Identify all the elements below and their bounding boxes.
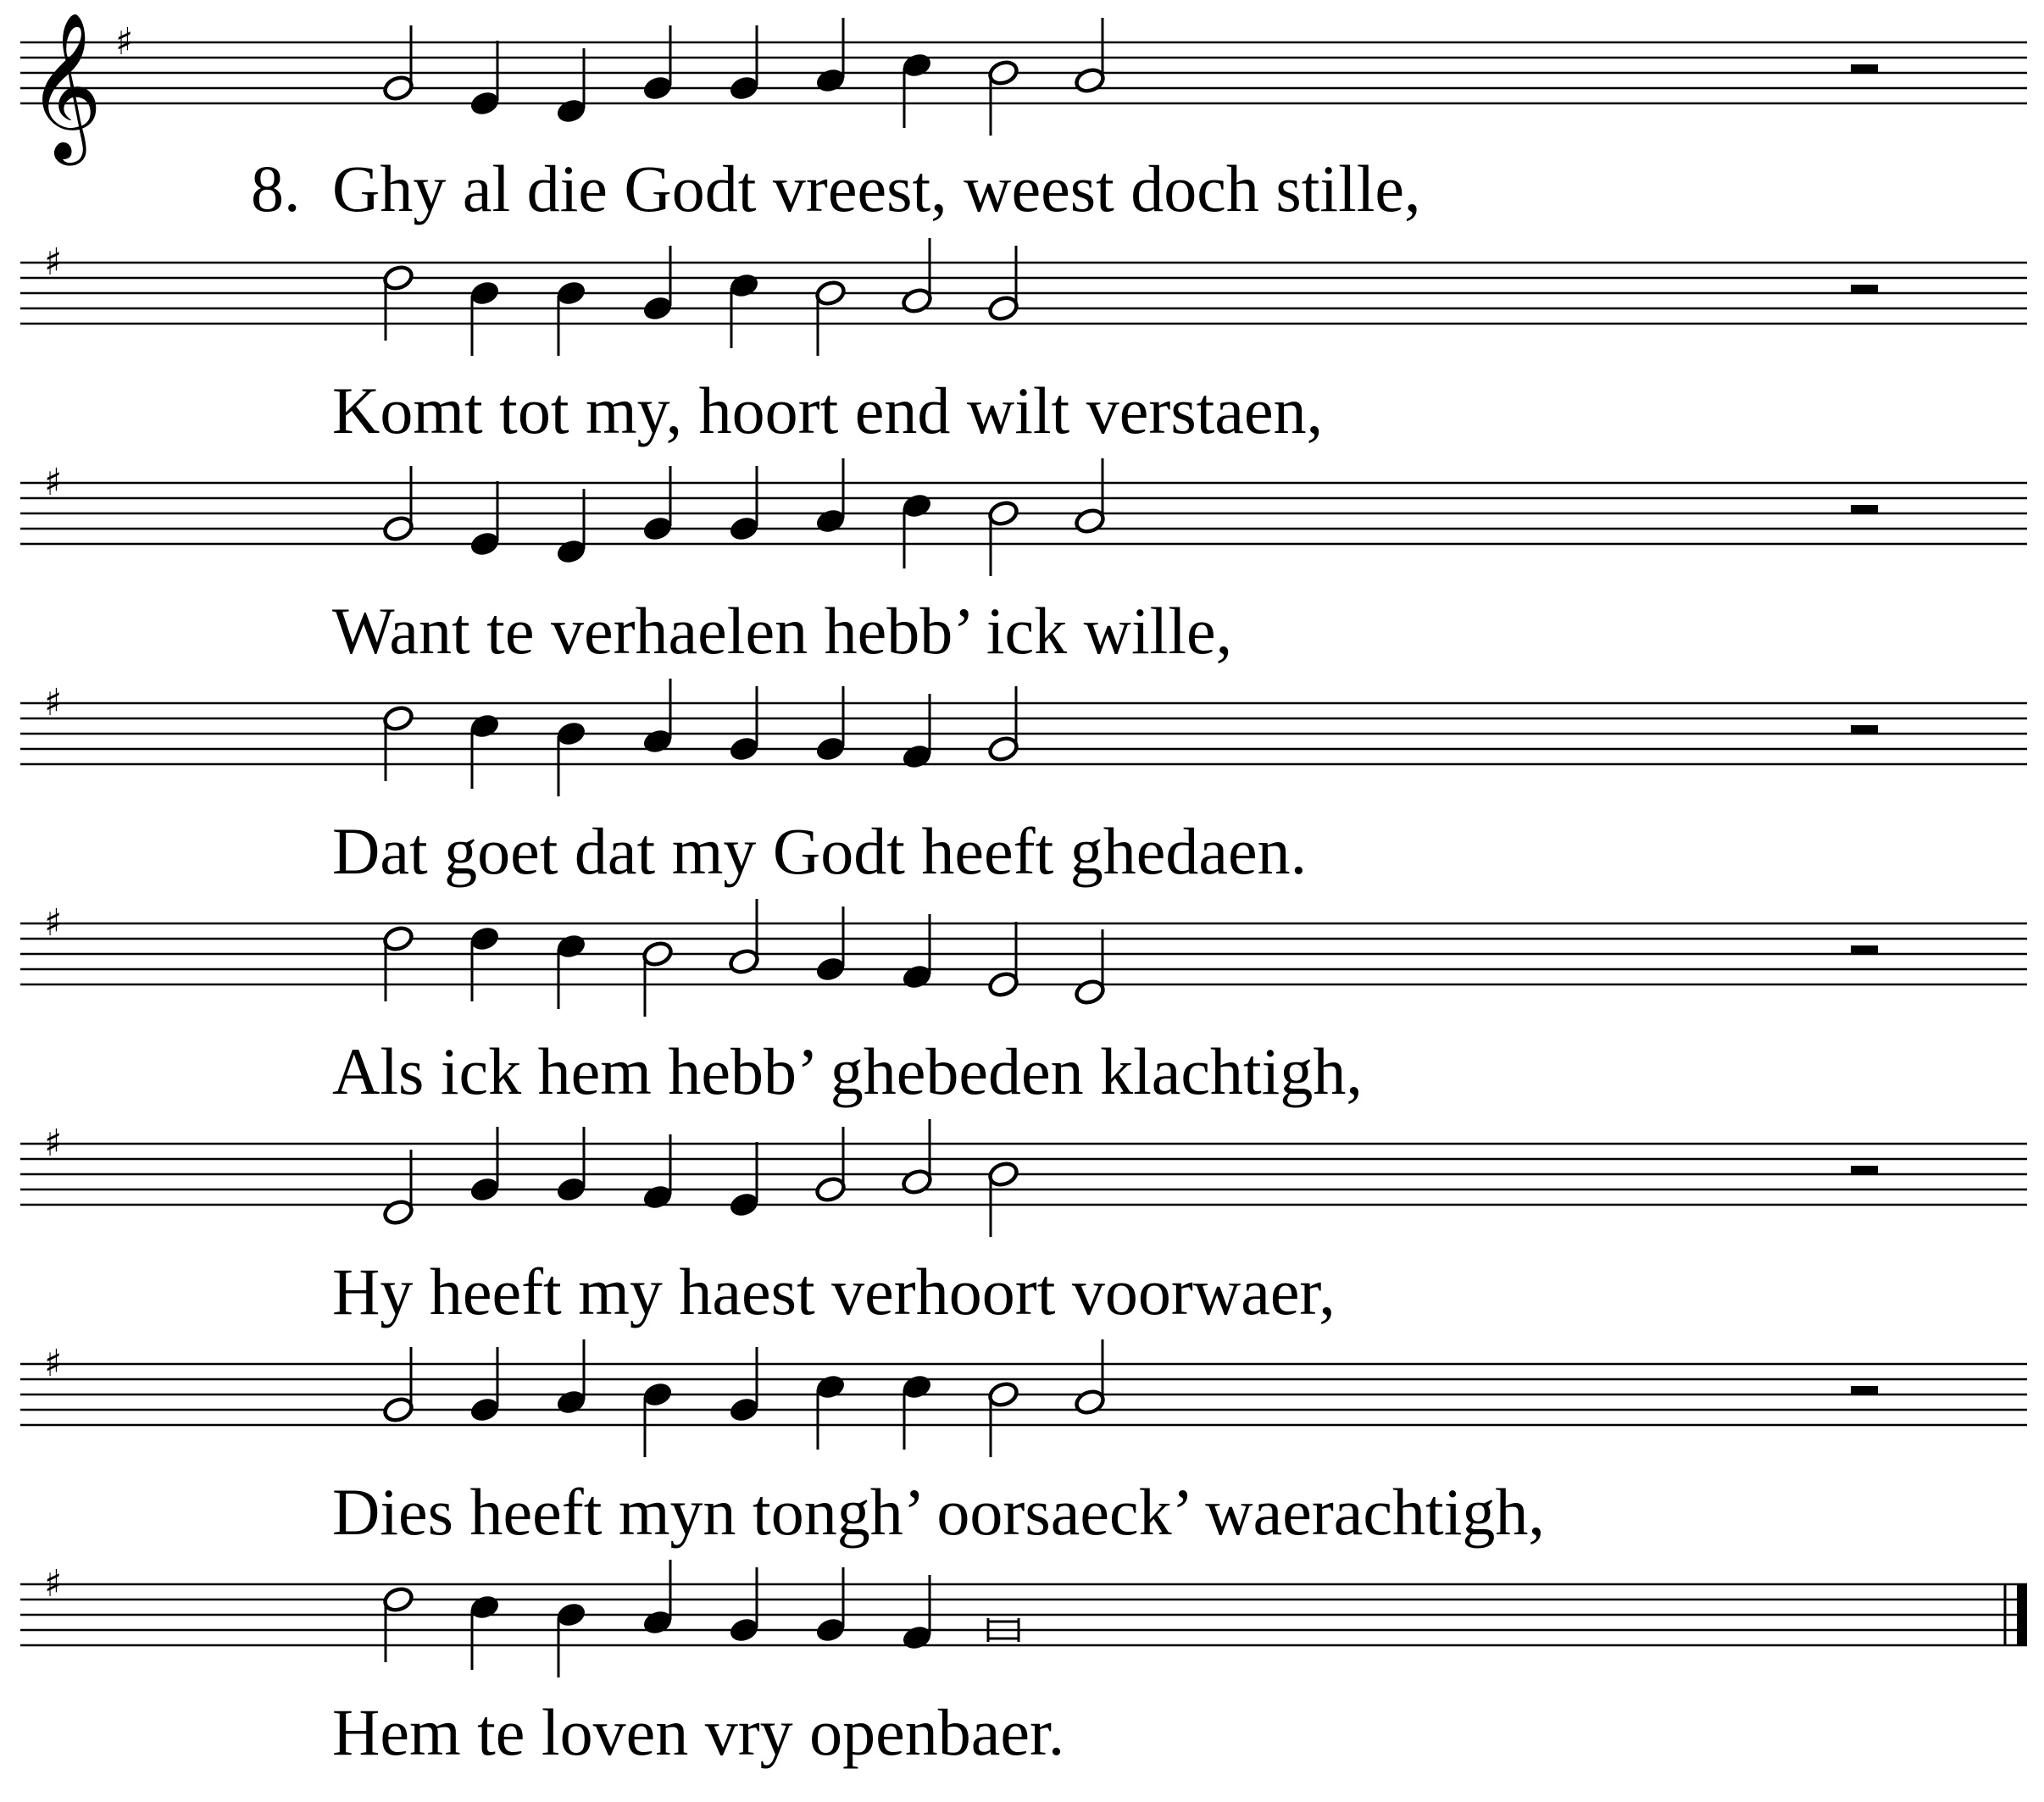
note — [814, 686, 847, 763]
note — [642, 1380, 674, 1457]
note — [469, 712, 501, 789]
note — [728, 899, 760, 976]
note — [901, 51, 933, 128]
note — [987, 499, 1019, 576]
sharp-icon: ♯ — [44, 1562, 63, 1605]
note — [987, 922, 1019, 999]
note — [555, 279, 587, 356]
note — [469, 279, 501, 356]
verse-number: 8. — [251, 152, 301, 225]
note — [469, 481, 501, 558]
lyric-line: Want te verhaelen hebb’ ick wille, — [332, 594, 1233, 668]
lyric-line: Ghy al die Godt vreest, weest doch stille, — [332, 152, 1421, 225]
note — [814, 1567, 847, 1644]
half-rest-icon — [1851, 285, 1878, 293]
note — [901, 1119, 933, 1196]
half-rest-icon — [1851, 945, 1878, 954]
note — [555, 1339, 587, 1417]
note — [814, 1372, 847, 1450]
note — [728, 271, 760, 348]
note — [728, 25, 760, 103]
staff-system — [20, 1560, 2027, 1677]
note — [382, 704, 414, 781]
note — [642, 940, 674, 1017]
sharp-icon: ♯ — [115, 20, 134, 64]
note — [987, 1380, 1019, 1457]
staff-system — [20, 1339, 2027, 1457]
note — [382, 263, 414, 341]
sharp-icon: ♯ — [44, 241, 63, 284]
note — [382, 466, 414, 543]
note — [382, 924, 414, 1001]
note — [901, 1575, 933, 1652]
note — [901, 914, 933, 991]
note — [642, 246, 674, 323]
sharp-icon: ♯ — [44, 461, 63, 504]
note — [987, 246, 1019, 323]
lyric-line: Komt tot my, hoort end wilt verstaen, — [332, 374, 1324, 447]
lyric-line: Dat goet dat my Godt heeft ghedaen. — [332, 814, 1308, 888]
sharp-icon: ♯ — [44, 901, 63, 945]
staff-system — [20, 679, 2027, 796]
half-rest-icon — [1851, 1386, 1878, 1394]
staff-system — [20, 1119, 2027, 1237]
lyric-line: Hem te loven vry openbaer. — [332, 1695, 1065, 1769]
note — [382, 1150, 414, 1227]
note — [382, 1585, 414, 1662]
note — [1074, 458, 1106, 535]
note — [642, 679, 674, 756]
half-rest-icon — [1851, 64, 1878, 73]
lyric-line: Hy heeft my haest verhoort voorwaer, — [332, 1255, 1336, 1328]
note — [382, 1347, 414, 1424]
note — [728, 1142, 760, 1219]
staff-system — [20, 12, 2027, 166]
note — [469, 1593, 501, 1670]
note — [469, 924, 501, 1001]
note — [469, 41, 501, 118]
note — [814, 18, 847, 95]
lyric-line: Als ick hem hebb’ ghebeden klachtigh, — [332, 1034, 1363, 1108]
note — [901, 238, 933, 315]
note — [1074, 1339, 1106, 1417]
note — [728, 686, 760, 763]
half-rest-icon — [1851, 725, 1878, 734]
note — [642, 466, 674, 543]
note — [901, 1372, 933, 1450]
note — [382, 25, 414, 103]
note — [814, 907, 847, 984]
note — [555, 1127, 587, 1204]
note — [987, 686, 1019, 763]
sharp-icon: ♯ — [44, 1122, 63, 1165]
note — [814, 1127, 847, 1204]
note — [987, 1160, 1019, 1237]
note — [987, 58, 1019, 136]
note — [555, 48, 587, 125]
lyric-line: Dies heeft myn tongh’ oorsaeck’ waerachtigh, — [332, 1475, 1545, 1549]
final-barline-thick — [2017, 1584, 2027, 1645]
half-rest-icon — [1851, 1166, 1878, 1174]
note — [642, 25, 674, 103]
note — [728, 466, 760, 543]
note — [555, 932, 587, 1009]
note — [555, 719, 587, 796]
half-rest-icon — [1851, 505, 1878, 513]
sharp-icon: ♯ — [44, 1342, 63, 1385]
staff-system — [20, 458, 2027, 576]
note — [901, 694, 933, 771]
note — [555, 489, 587, 566]
note — [728, 1567, 760, 1644]
sharp-icon: ♯ — [44, 681, 63, 724]
note — [642, 1134, 674, 1211]
staff-system — [20, 238, 2027, 356]
note — [814, 458, 847, 535]
note — [728, 1347, 760, 1424]
note — [1074, 18, 1106, 95]
treble-clef-icon: 𝄞 — [27, 12, 103, 159]
note — [1074, 929, 1106, 1006]
note — [642, 1560, 674, 1637]
note — [555, 1600, 587, 1677]
note — [469, 1127, 501, 1204]
note — [469, 1347, 501, 1424]
note — [901, 491, 933, 568]
staff-system — [20, 899, 2027, 1017]
note — [814, 279, 847, 356]
